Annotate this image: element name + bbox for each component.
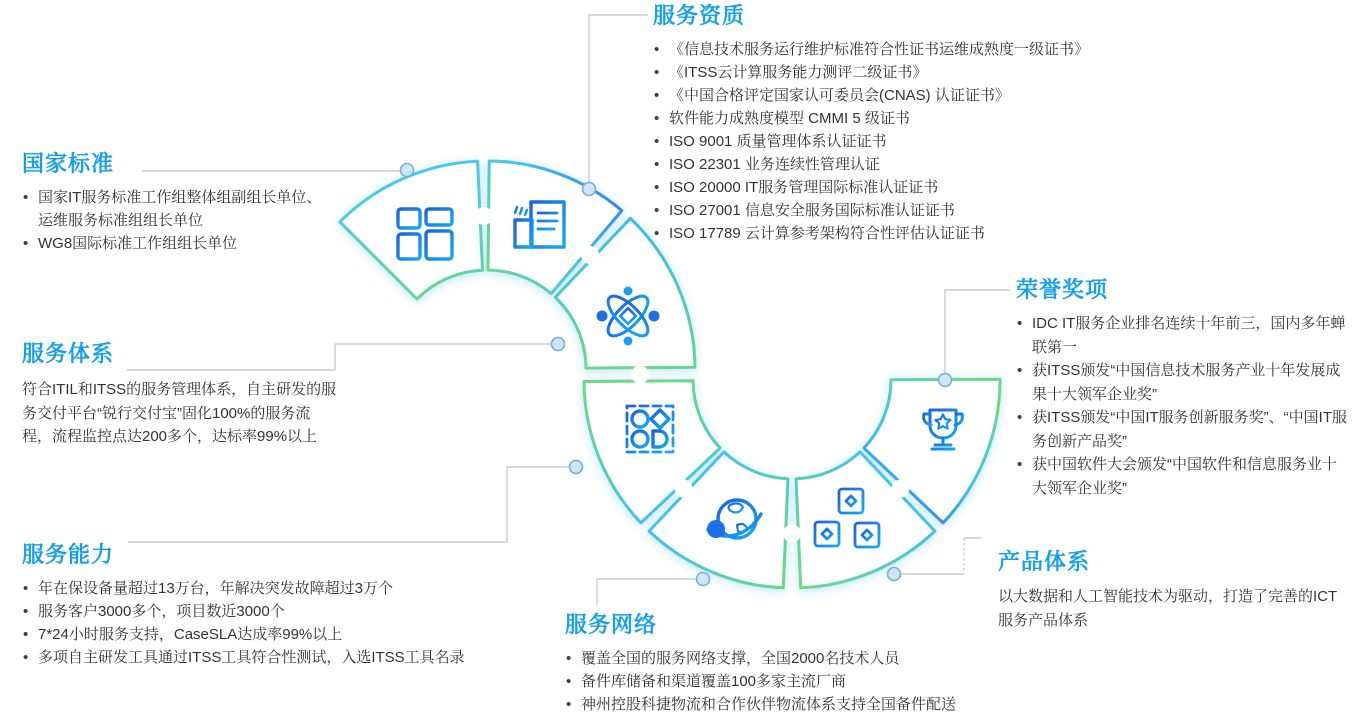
- section-paragraph: 以大数据和人工智能技术为驱动，打造了完善的ICT服务产品体系: [998, 588, 1338, 629]
- bullet-item: • 服务客户3000多个，项目数近3000个: [22, 600, 512, 623]
- section-title: 服务能力: [22, 542, 115, 567]
- bullet-item: • ISO 22301 业务连续性管理认证: [653, 153, 1098, 176]
- bullet-item: • 《中国合格评定国家认可委员会(CNAS) 认证证书》: [653, 84, 1098, 107]
- section-title: 服务网络: [565, 612, 658, 637]
- bullet-list: [565, 647, 1020, 716]
- section-service-qualifications: [653, 2, 1098, 245]
- bullet-item: • 国家IT服务标准工作组整体组副组长单位、运维服务标准组组长单位: [22, 186, 334, 232]
- bullet-item: • 获ITSS颁发“中国信息技术服务产业十年发展成果十大领军企业奖”: [1016, 359, 1348, 406]
- bullet-item: • 《信息技术服务运行维护标准符合性证书运维成熟度一级证书》: [653, 38, 1098, 61]
- bullet-list: [653, 38, 1098, 245]
- dot-service-system: [552, 338, 565, 351]
- bullet-item: • 获ITSS颁发“中国IT服务创新服务奖”、“中国IT服务创新产品奖”: [1016, 406, 1348, 453]
- bullet-item: • WG8国际标准工作组组长单位: [22, 232, 334, 255]
- bullet-item: • IDC IT服务企业排名连续十年前三，国内多年蝉联第一: [1016, 312, 1348, 359]
- dot-product-system: [888, 568, 901, 581]
- bullet-item: • ISO 20000 IT服务管理国际标准认证证书: [653, 176, 1098, 199]
- section-service-network: [565, 611, 1020, 716]
- dot-service-capability: [570, 461, 583, 474]
- section-paragraph: 符合ITIL和ITSS的服务管理体系，自主研发的服务交付平台“锐行交付宝”固化100%的服务流程，流程监控点达200多个，达标率99%以上: [22, 381, 337, 445]
- section-product-system: [998, 548, 1348, 632]
- section-honors-awards: [1016, 276, 1348, 500]
- bullet-item: • ISO 9001 质量管理体系认证证书: [653, 130, 1098, 153]
- section-service-system: [22, 340, 337, 449]
- section-title: 产品体系: [998, 549, 1091, 574]
- connector-service-capability: [128, 467, 569, 542]
- bullet-item: • ISO 27001 信息安全服务国际标准认证证书: [653, 199, 1098, 222]
- section-title: 服务体系: [22, 341, 115, 366]
- segment-national-standards: [340, 161, 483, 299]
- bullet-list: [1016, 312, 1348, 500]
- section-title: 荣誉奖项: [1016, 277, 1109, 302]
- bullet-item: • 多项自主研发工具通过ITSS工具符合性测试，入选ITSS工具名录: [22, 646, 512, 669]
- bullet-item: • 获中国软件大会颁发“中国软件和信息服务业十大领军企业奖”: [1016, 453, 1348, 500]
- connector-honors-awards: [945, 290, 1010, 374]
- bullet-list: [22, 186, 334, 255]
- section-title: 服务资质: [653, 3, 746, 28]
- dot-service-network: [697, 573, 710, 586]
- connector-service-network: [597, 579, 697, 605]
- dot-service-qualifications: [583, 183, 596, 196]
- section-national-standards: [22, 150, 334, 255]
- bullet-item: • 备件库储备和渠道覆盖100多家主流厂商: [565, 670, 1020, 693]
- bullet-item: • 《ITSS云计算服务能力测评二级证书》: [653, 61, 1098, 84]
- bullet-item: • 神州控股科捷物流和合作伙伴物流体系支持全国备件配送: [565, 693, 1020, 716]
- bullet-item: • 软件能力成熟度模型 CMMI 5 级证书: [653, 107, 1098, 130]
- dot-honors-awards: [939, 374, 952, 387]
- dot-national-standards: [401, 164, 414, 177]
- section-service-capability: [22, 541, 512, 669]
- bullet-item: • 覆盖全国的服务网络支撑，全国2000名技术人员: [565, 647, 1020, 670]
- bullet-item: • ISO 17789 云计算参考架构符合性评估认证证书: [653, 222, 1098, 245]
- bullet-list: [22, 577, 512, 669]
- bullet-item: • 年在保设备量超过13万台，年解决突发故障超过3万个: [22, 577, 512, 600]
- connector-service-qualifications: [589, 15, 648, 182]
- section-title: 国家标准: [22, 151, 115, 176]
- bullet-item: • 7*24小时服务支持，CaseSLA达成率99%以上: [22, 623, 512, 646]
